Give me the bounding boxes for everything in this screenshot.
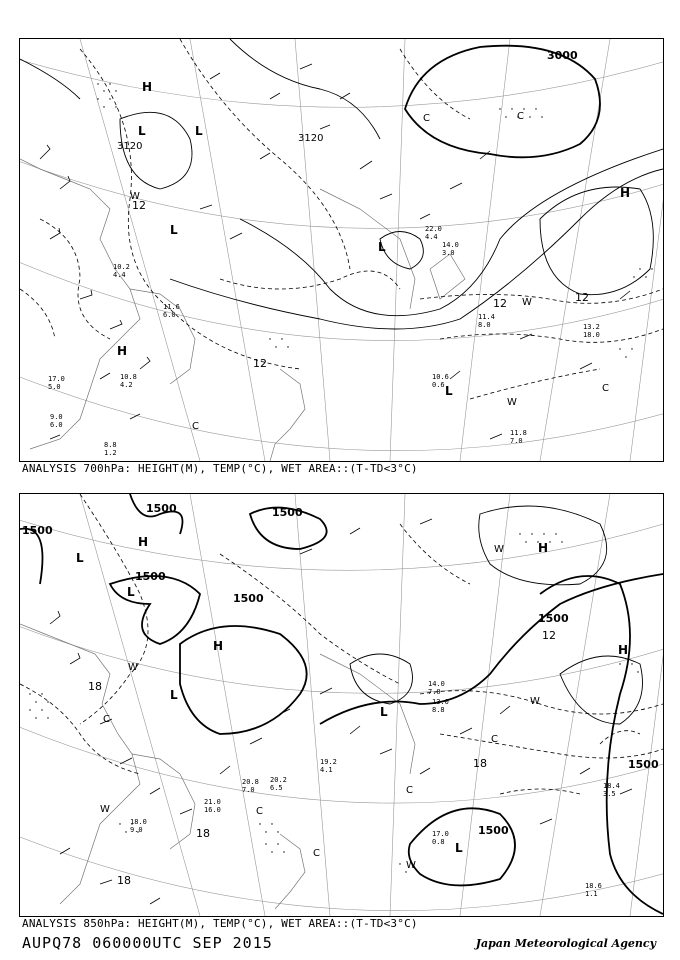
temp-label: 18 xyxy=(196,827,210,840)
warm-marker: W xyxy=(530,696,540,707)
station-obs: 18.4 3.5 xyxy=(603,782,620,798)
low-center: L xyxy=(378,240,386,254)
panel-caption-700hpa: ANALYSIS 700hPa: HEIGHT(M), TEMP(°C), WET AREA::(T-TD<3°C) xyxy=(22,462,418,475)
height-label: 1500 xyxy=(146,502,177,515)
station-obs: 22.0 4.4 xyxy=(425,225,442,241)
isotherm-labels xyxy=(132,199,589,370)
graticule xyxy=(20,39,663,461)
high-center: H xyxy=(618,643,629,657)
station-observations xyxy=(130,680,620,898)
height-labels xyxy=(22,502,659,837)
low-center: L xyxy=(380,705,388,719)
warm-marker: W xyxy=(406,860,416,871)
cold-marker: C xyxy=(423,113,430,124)
station-obs: 11.6 6.0 xyxy=(163,303,180,319)
low-center: L xyxy=(170,688,178,702)
cold-marker: C xyxy=(103,714,110,725)
height-label: 3120 xyxy=(117,141,143,152)
station-obs: 11.4 8.0 xyxy=(478,313,495,329)
low-center: L xyxy=(138,124,146,138)
station-obs: 11.8 7.0 xyxy=(510,429,527,445)
station-obs: 17.0 0.8 xyxy=(432,830,449,846)
temp-label: 12 xyxy=(132,199,146,212)
station-obs: 18.0 9.0 xyxy=(130,818,147,834)
station-obs: 13.0 8.8 xyxy=(432,698,449,714)
high-center: H xyxy=(142,80,153,94)
cold-marker: C xyxy=(517,111,524,122)
warm-marker: W xyxy=(100,804,110,815)
height-contours xyxy=(20,39,663,329)
height-label: 1500 xyxy=(478,824,509,837)
low-center: L xyxy=(127,585,135,599)
station-obs: 8.8 1.2 xyxy=(104,441,117,457)
warm-cold-markers xyxy=(130,111,609,432)
temp-label: 12 xyxy=(253,357,267,370)
agency-credit: Japan Meteorological Agency xyxy=(475,937,656,950)
graticule xyxy=(20,494,663,916)
coastline xyxy=(20,624,415,909)
station-obs: 10.6 0.6 xyxy=(432,373,449,389)
station-obs: 13.2 18.0 xyxy=(583,323,600,339)
cold-marker: C xyxy=(406,785,413,796)
station-obs: 9.0 6.0 xyxy=(50,413,63,429)
high-center: H xyxy=(538,541,549,555)
station-obs: 14.0 7.0 xyxy=(428,680,445,696)
high-center: H xyxy=(117,344,128,358)
high-center: H xyxy=(213,639,224,653)
pressure-centers xyxy=(76,535,628,855)
warm-marker: W xyxy=(130,191,140,202)
station-observations xyxy=(48,225,600,457)
panel-caption-850hpa: ANALYSIS 850hPa: HEIGHT(M), TEMP(°C), WET AREA::(T-TD<3°C) xyxy=(22,917,418,930)
coastline xyxy=(20,159,465,461)
height-label: 1500 xyxy=(538,612,569,625)
low-center: L xyxy=(445,384,453,398)
station-obs: 19.2 4.1 xyxy=(320,758,337,774)
cold-marker: C xyxy=(602,383,609,394)
temp-label: 12 xyxy=(575,291,589,304)
warm-marker: W xyxy=(494,544,504,555)
station-obs: 18.6 1.1 xyxy=(585,882,602,898)
station-obs: 21.0 16.0 xyxy=(204,798,221,814)
height-label: 1500 xyxy=(628,758,659,771)
temp-label: 12 xyxy=(493,297,507,310)
high-center: H xyxy=(620,186,631,200)
height-label: 3000 xyxy=(547,49,578,62)
low-center: L xyxy=(195,124,203,138)
high-center: H xyxy=(138,535,149,549)
low-center: L xyxy=(455,841,463,855)
map-700hpa-svg xyxy=(20,39,663,461)
map-panel-850hpa xyxy=(19,493,664,917)
height-label: 1500 xyxy=(135,570,166,583)
map-850hpa-svg xyxy=(20,494,663,916)
height-label: 1500 xyxy=(233,592,264,605)
station-obs: 20.2 6.5 xyxy=(270,776,287,792)
temp-label: 18 xyxy=(473,757,487,770)
height-label: 1500 xyxy=(22,524,53,537)
isotherms xyxy=(20,494,663,794)
station-obs: 14.0 3.0 xyxy=(442,241,459,257)
warm-marker: W xyxy=(522,297,532,308)
height-contours xyxy=(20,494,663,914)
cold-marker: C xyxy=(256,806,263,817)
height-label: 3120 xyxy=(298,133,324,144)
height-label: 1500 xyxy=(272,506,303,519)
low-center: L xyxy=(76,551,84,565)
cold-marker: C xyxy=(313,848,320,859)
warm-cold-markers xyxy=(100,544,540,871)
cold-marker: C xyxy=(192,421,199,432)
station-obs: 20.8 7.0 xyxy=(242,778,259,794)
station-obs: 17.0 5.0 xyxy=(48,375,65,391)
temp-label: 18 xyxy=(117,874,131,887)
warm-marker: W xyxy=(128,662,138,673)
cold-marker: C xyxy=(491,734,498,745)
map-panel-700hpa xyxy=(19,38,664,462)
warm-marker: W xyxy=(507,397,517,408)
low-center: L xyxy=(170,223,178,237)
temp-label: 18 xyxy=(88,680,102,693)
station-obs: 10.8 4.2 xyxy=(120,373,137,389)
bulletin-header: AUPQ78 060000UTC SEP 2015 xyxy=(22,934,273,952)
temp-label: 12 xyxy=(542,629,556,642)
station-obs: 10.2 4.4 xyxy=(113,263,130,279)
